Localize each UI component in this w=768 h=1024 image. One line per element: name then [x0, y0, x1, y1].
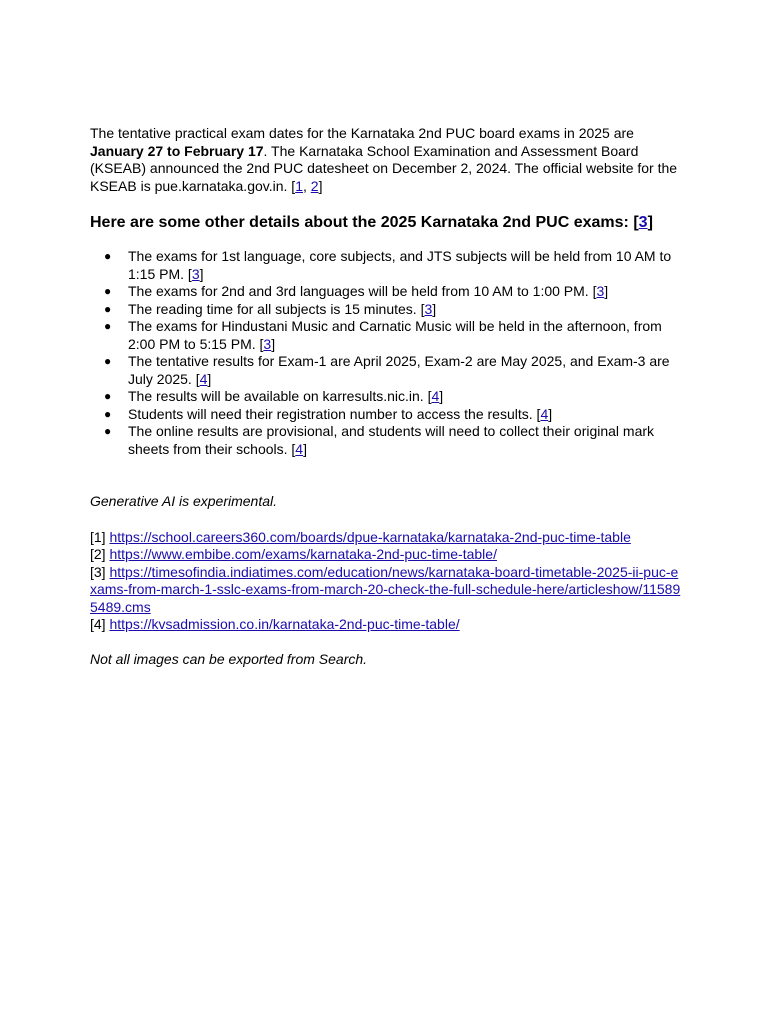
reference-label: [3]	[90, 563, 110, 580]
list-item-text: The exams for Hindustani Music and Carnatic Music will be held in the afternoon, from 2:00 PM to 5:15 PM. [	[128, 318, 662, 352]
reference-link-2[interactable]: https://www.embibe.com/exams/karnataka-2nd-puc-time-table/	[109, 546, 497, 562]
bullet-icon: ●	[104, 389, 112, 403]
list-item-citation-link[interactable]: 3	[263, 335, 272, 352]
reference-label: [2]	[90, 546, 110, 562]
list-item-citation-close: ]	[439, 388, 444, 404]
list-item	[90, 301, 682, 319]
section-heading	[90, 213, 682, 233]
list-item	[90, 406, 682, 424]
list-item-citation-close: ]	[604, 283, 609, 299]
reference-item	[90, 616, 682, 634]
reference-link-3[interactable]: https://timesofindia.indiatimes.com/education/news/karnataka-board-timetable-2025-ii-puc-exams-from-march-1-sslc-exams-from-march-20-check-the-full-schedule-here/articleshow/115895489.cms	[90, 563, 681, 615]
list-item-citation-link[interactable]: 3	[191, 265, 200, 282]
details-list	[90, 248, 682, 458]
citation-separator: ,	[302, 177, 311, 194]
list-item-text: Students will need their registration number to access the results. [	[128, 405, 541, 422]
list-item-text: The reading time for all subjects is 15 minutes. [	[128, 300, 425, 317]
list-item-text: The exams for 1st language, core subjects, and JTS subjects will be held from 10 AM to 1:15 PM. [	[128, 248, 672, 282]
list-item	[90, 248, 682, 283]
citation-close: ]	[318, 177, 323, 194]
list-item-citation-close: ]	[207, 370, 212, 387]
list-item-citation-link[interactable]: 4	[295, 440, 304, 457]
list-item-citation-link[interactable]: 4	[199, 370, 208, 387]
list-item-citation-close: ]	[303, 440, 307, 457]
reference-link-1[interactable]: https://school.careers360.com/boards/dpue-karnataka/karnataka-2nd-puc-time-table	[109, 528, 631, 545]
exam-dates-bold: January 27 to February 17	[90, 142, 264, 159]
bullet-icon: ●	[104, 301, 112, 316]
document-page	[90, 125, 682, 668]
reference-label: [4]	[90, 616, 110, 632]
list-item	[90, 318, 682, 353]
bullet-icon: ●	[104, 406, 112, 421]
list-item-citation-link[interactable]: 3	[596, 283, 605, 299]
list-item-citation-close: ]	[271, 335, 276, 352]
list-item	[90, 283, 682, 301]
intro-paragraph	[90, 125, 682, 195]
list-item-citation-link[interactable]: 3	[424, 300, 433, 317]
list-item-citation-link[interactable]: 4	[540, 405, 549, 422]
reference-link-4[interactable]: https://kvsadmission.co.in/karnataka-2nd-puc-time-table/	[109, 616, 460, 632]
list-item-citation-close: ]	[432, 300, 437, 317]
references-list	[90, 529, 682, 634]
bullet-icon: ●	[104, 424, 112, 438]
bullet-icon: ●	[104, 284, 112, 298]
export-note: Not all images can be exported from Search.	[90, 650, 368, 667]
reference-label: [1]	[90, 528, 110, 545]
reference-item	[90, 529, 682, 547]
list-item	[90, 388, 682, 406]
heading-citation-link[interactable]: 3	[638, 214, 648, 231]
list-item	[90, 423, 682, 458]
intro-text-2: . The Karnataka School Examination and Assessment Board (KSEAB) announced the 2nd PUC datesheet on December 2, 2024. The official website for the KSEAB is pue.karnataka.gov.in. [	[90, 142, 678, 194]
section-heading-text: Here are some other details about the 2025 Karnataka 2nd PUC exams: [	[90, 214, 639, 231]
list-item	[90, 353, 682, 388]
citation-link-1[interactable]: 1	[295, 177, 303, 194]
bullet-icon: ●	[104, 354, 112, 368]
list-item-text: The tentative results for Exam-1 are April 2025, Exam-2 are May 2025, and Exam-3 are July 2025. [	[128, 353, 670, 387]
bullet-icon: ●	[104, 249, 112, 263]
list-item-citation-close: ]	[199, 265, 204, 282]
citation-link-2[interactable]: 2	[310, 177, 319, 194]
intro-text-1: The tentative practical exam dates for the Karnataka 2nd PUC board exams in 2025 are	[90, 125, 634, 141]
ai-disclaimer: Generative AI is experimental.	[90, 493, 278, 509]
reference-item	[90, 564, 682, 617]
list-item-text: The online results are provisional, and students will need to collect their original mark sheets from their schools. [	[128, 423, 655, 457]
reference-item	[90, 546, 682, 564]
bullet-icon: ●	[104, 319, 112, 333]
list-item-text: The exams for 2nd and 3rd languages will be held from 10 AM to 1:00 PM. [	[128, 283, 597, 299]
list-item-text: The results will be available on karresults.nic.in. [	[128, 388, 432, 404]
list-item-citation-link[interactable]: 4	[431, 388, 440, 404]
list-item-citation-close: ]	[548, 405, 553, 422]
heading-citation-close: ]	[647, 214, 653, 231]
